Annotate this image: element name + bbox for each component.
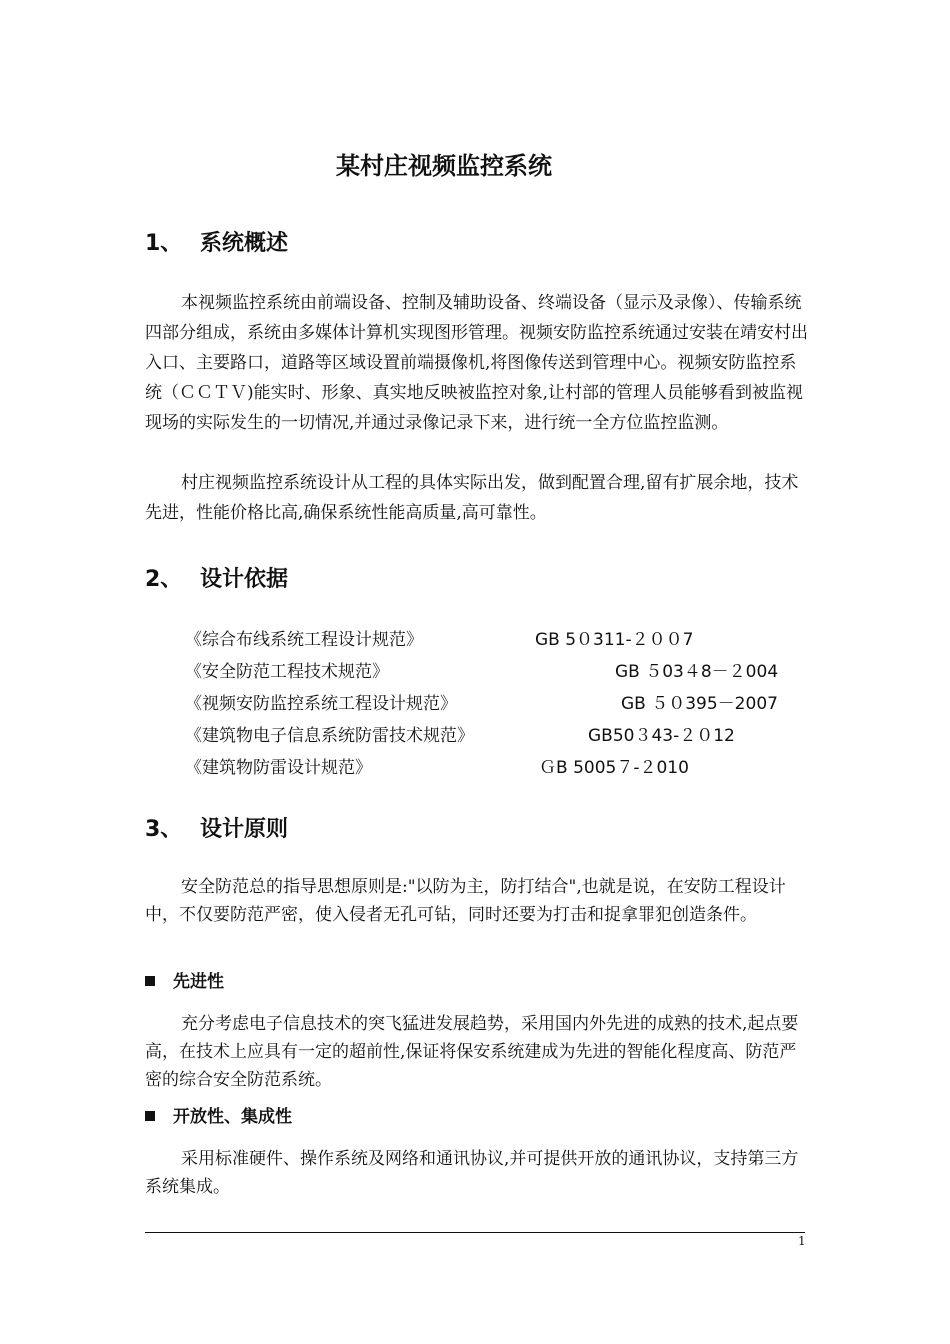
overview-paragraph-2: 村庄视频监控系统设计从工程的具体实际出发，做到配置合理,留有扩展余地，技术先进，性能价格比高,确保系统性能高质量,高可靠性。 bbox=[145, 473, 799, 523]
page-number: 1 bbox=[798, 1234, 806, 1248]
reference-title: 《综合布线系统工程设计规范》 bbox=[185, 630, 423, 650]
reference-title: 《建筑物防雷设计规范》 bbox=[185, 758, 372, 778]
reference-code: GB ５03４8－２004 bbox=[615, 662, 779, 682]
square-bullet-icon bbox=[145, 1111, 155, 1121]
reference-title: 《建筑物电子信息系统防雷技术规范》 bbox=[185, 726, 474, 746]
reference-item bbox=[185, 625, 825, 653]
advanced-paragraph: 充分考虑电子信息技术的突飞猛进发展趋势，采用国内外先进的成熟的技术,起点要高，在技术上应具有一定的超前性,保证将保安系统建成为先进的智能化程度高、防范严密的综合安全防范系统。 bbox=[145, 1014, 799, 1090]
overview-paragraph-1: 本视频监控系统由前端设备、控制及辅助设备、终端设备（显示及录像）、传输系统四部分组成，系统由多媒体计算机实现图形管理。视频安防监控系统通过安装在靖安村出入口、主要路口，道路等区域设置前端摄像机,将图像传送到管理中心。视频安防监控系统（ＣＣＴＶ)能实时、形象、真实地反映被监控对象,让村部的管理人员能够看到被监视现场的实际发生的一切情况,并通过录像记录下来，进行统一全方位监控监测。 bbox=[145, 293, 808, 433]
section-heading-overview bbox=[145, 226, 288, 257]
section-title: 设计原则 bbox=[200, 817, 289, 842]
section-title: 系统概述 bbox=[200, 231, 289, 256]
section-heading-basis bbox=[145, 562, 288, 593]
reference-item bbox=[185, 689, 825, 717]
reference-title: 《安全防范工程技术规范》 bbox=[185, 662, 389, 682]
principles-intro: 安全防范总的指导思想原则是:"以防为主，防打结合",也就是说，在安防工程设计中，不仅要防范严密，使入侵者无孔可钻，同时还要为打击和捉拿罪犯创造条件。 bbox=[145, 877, 786, 925]
section-title: 设计依据 bbox=[200, 567, 289, 592]
reference-code: GB50３43-２０12 bbox=[588, 726, 735, 746]
document-title: 某村庄视频监控系统 bbox=[336, 152, 552, 180]
section-heading-principles bbox=[145, 812, 288, 843]
reference-code: GB 5０311-２００7 bbox=[535, 630, 694, 650]
bullet-heading-advanced bbox=[145, 967, 224, 992]
openness-paragraph: 采用标准硬件、操作系统及网络和通讯协议,并可提供开放的通讯协议，支持第三方系统集成。 bbox=[145, 1149, 799, 1197]
reference-title: 《视频安防监控系统工程设计规范》 bbox=[185, 694, 457, 714]
section-number: 3、 bbox=[145, 817, 183, 842]
reference-item bbox=[185, 721, 825, 749]
reference-item bbox=[185, 657, 825, 685]
section-number: 1、 bbox=[145, 231, 183, 256]
bullet-label: 先进性 bbox=[173, 972, 224, 992]
section-number: 2、 bbox=[145, 567, 183, 592]
reference-item bbox=[185, 753, 825, 781]
square-bullet-icon bbox=[145, 976, 155, 986]
footer-divider bbox=[145, 1232, 805, 1233]
reference-code: ＧB 5005７-２010 bbox=[539, 758, 689, 778]
bullet-heading-openness bbox=[145, 1102, 292, 1127]
bullet-label: 开放性、集成性 bbox=[173, 1107, 292, 1127]
reference-code: GB ５０395－2007 bbox=[621, 694, 778, 714]
